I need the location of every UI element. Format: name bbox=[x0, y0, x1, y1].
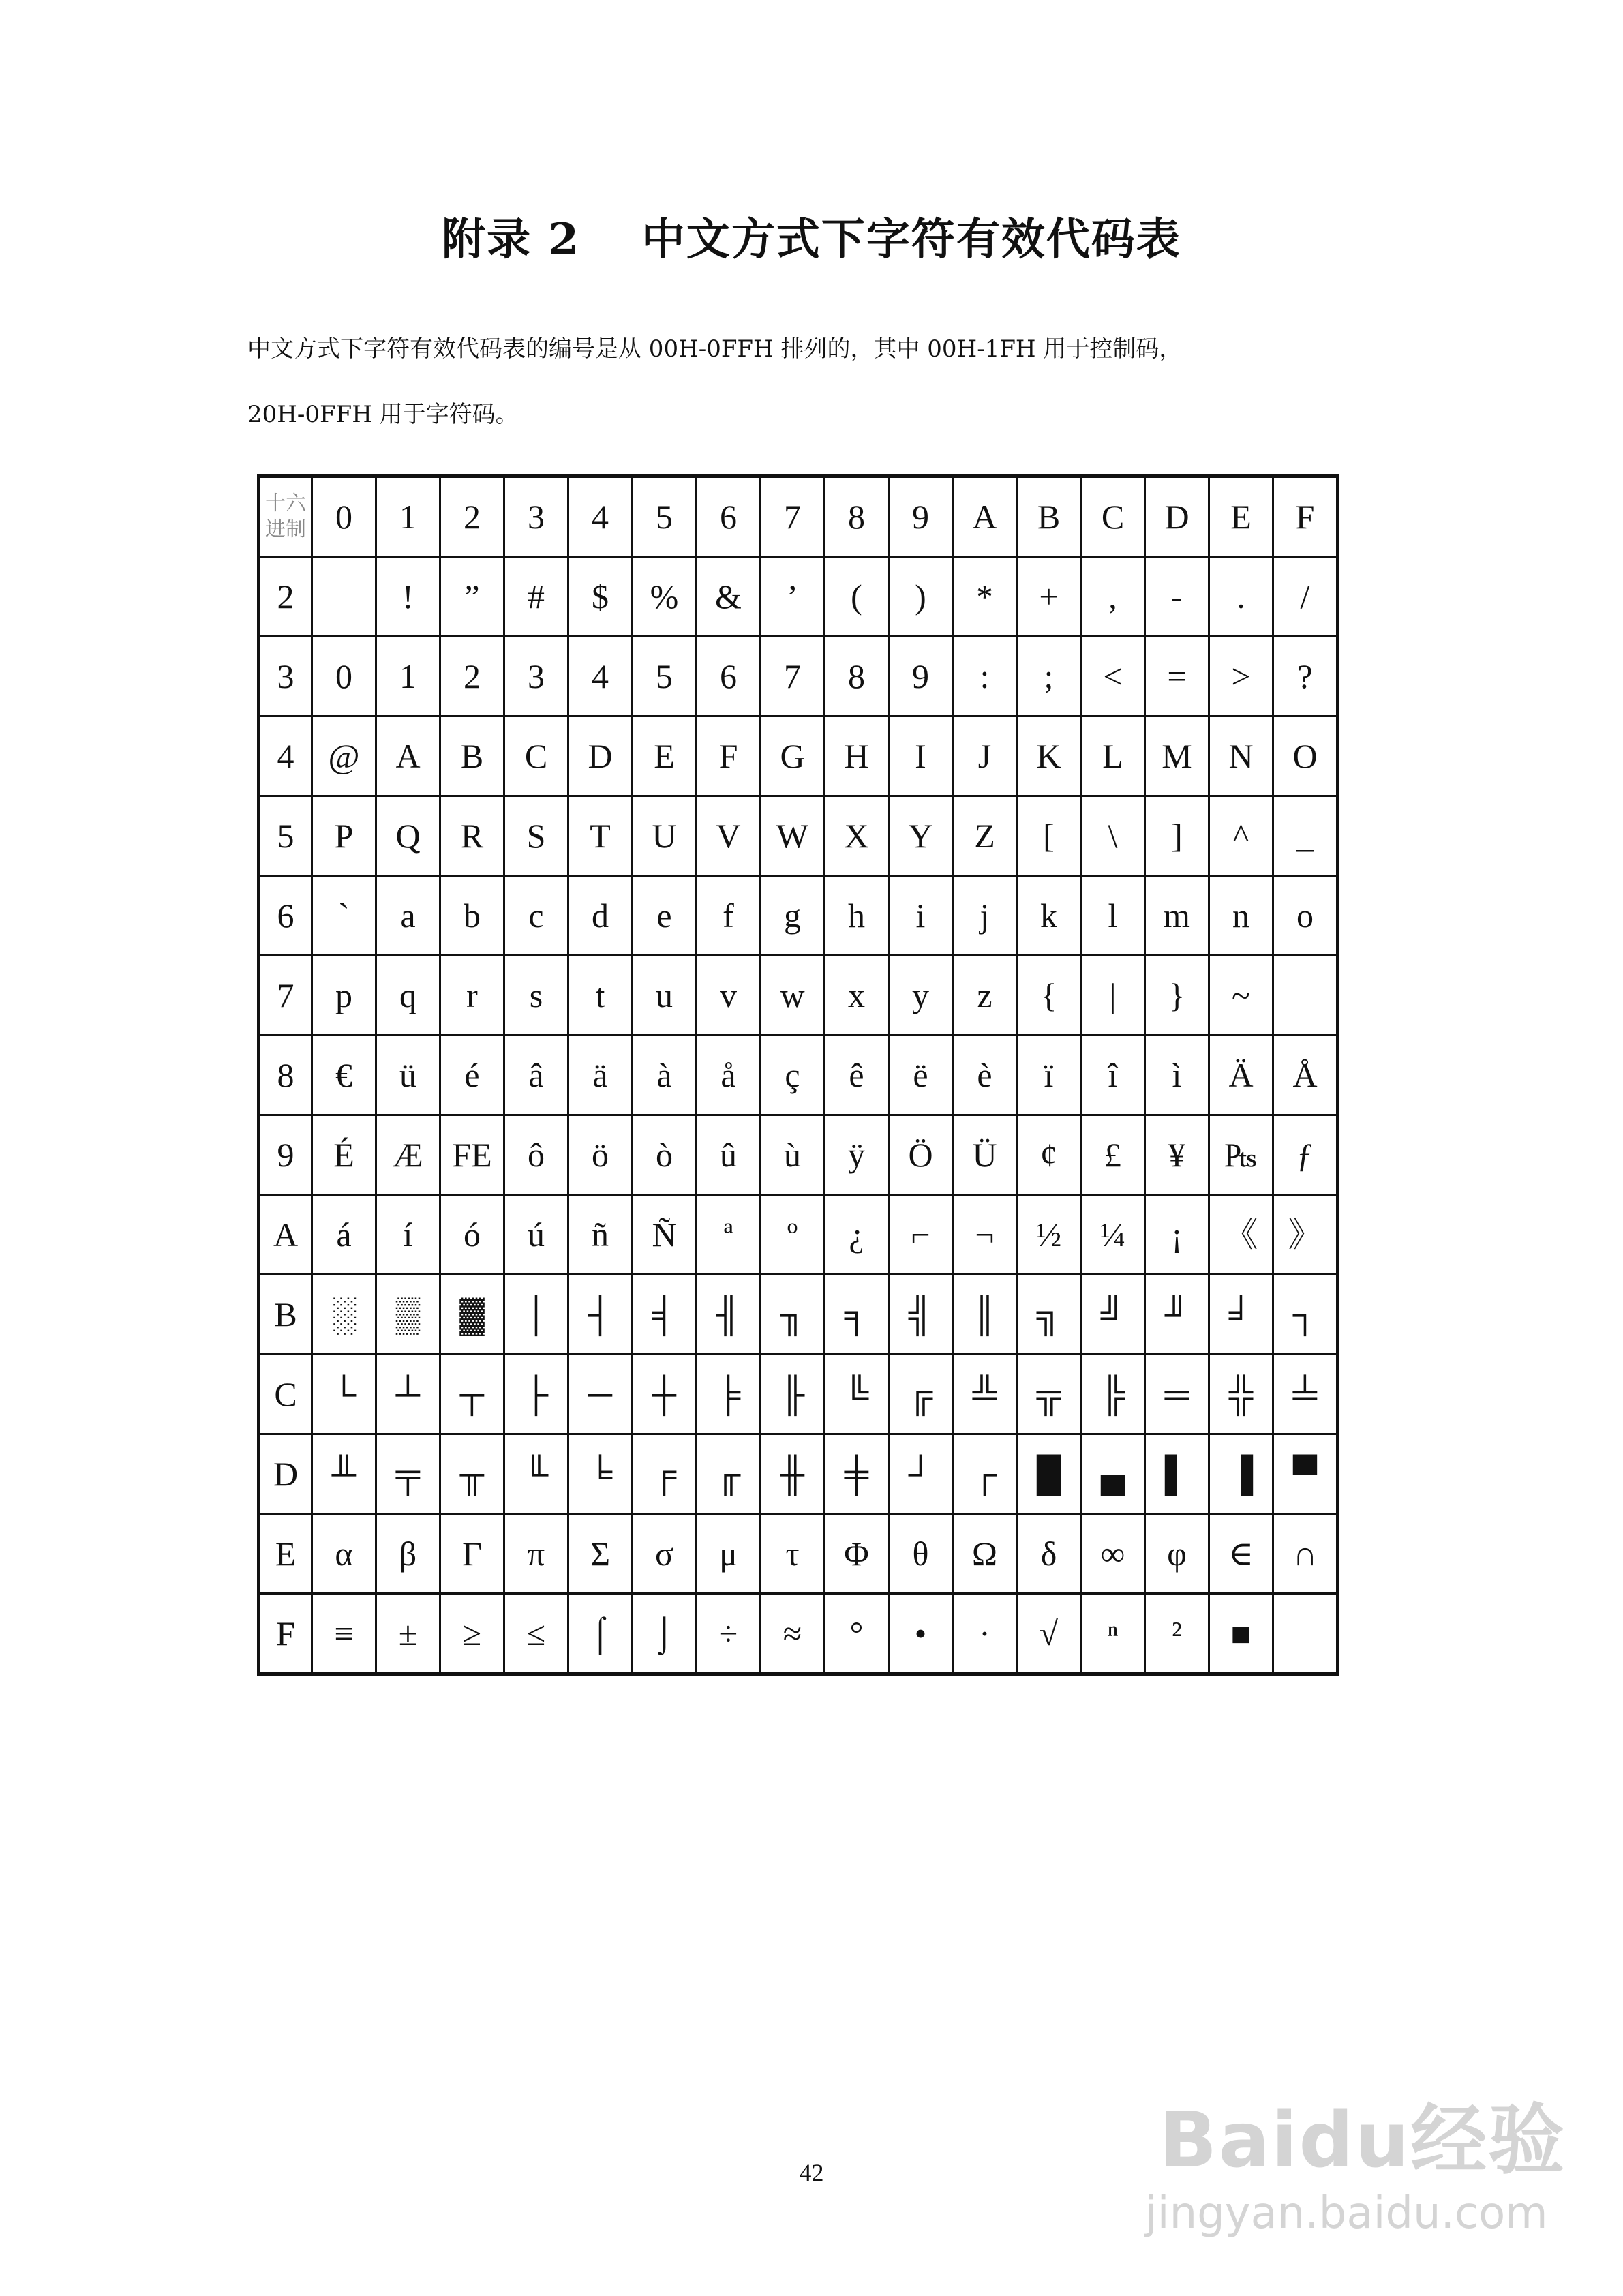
code-cell: • bbox=[889, 1594, 953, 1674]
code-cell: Ä bbox=[1209, 1036, 1273, 1115]
code-cell: F bbox=[697, 716, 761, 796]
code-cell: ╖ bbox=[761, 1275, 825, 1355]
code-cell: ■ bbox=[1209, 1594, 1273, 1674]
code-cell: V bbox=[697, 796, 761, 876]
code-cell: å bbox=[697, 1036, 761, 1115]
code-cell: ╝ bbox=[1081, 1275, 1145, 1355]
code-cell: Q bbox=[376, 796, 440, 876]
code-cell: î bbox=[1081, 1036, 1145, 1115]
code-cell: ² bbox=[1145, 1594, 1209, 1674]
code-cell: ╟ bbox=[761, 1355, 825, 1434]
code-cell: ! bbox=[376, 557, 440, 637]
appendix-label: 附录 2 bbox=[442, 214, 580, 265]
code-cell: ⌡ bbox=[633, 1594, 697, 1674]
code-cell: - bbox=[1145, 557, 1209, 637]
code-cell: 5 bbox=[633, 637, 697, 716]
code-cell: ═ bbox=[1145, 1355, 1209, 1434]
code-cell: W bbox=[761, 796, 825, 876]
code-cell: █ bbox=[1017, 1434, 1081, 1514]
table-row bbox=[259, 796, 1338, 876]
table-row bbox=[259, 1434, 1338, 1514]
column-header: 9 bbox=[889, 477, 953, 557]
code-cell: ≤ bbox=[504, 1594, 568, 1674]
code-cell: K bbox=[1017, 716, 1081, 796]
row-hex-label: 6 bbox=[259, 876, 312, 956]
code-cell: ▓ bbox=[440, 1275, 504, 1355]
code-cell: ─ bbox=[568, 1355, 633, 1434]
table-row bbox=[259, 716, 1338, 796]
code-cell: 2 bbox=[440, 637, 504, 716]
code-cell: τ bbox=[761, 1514, 825, 1594]
code-cell bbox=[1273, 1594, 1338, 1674]
code-cell: i bbox=[889, 876, 953, 956]
code-cell: n bbox=[1209, 876, 1273, 956]
code-cell: $ bbox=[568, 557, 633, 637]
code-cell: ▒ bbox=[376, 1275, 440, 1355]
code-cell: ¬ bbox=[953, 1195, 1017, 1275]
code-cell: ╙ bbox=[504, 1434, 568, 1514]
code-cell: ö bbox=[568, 1115, 633, 1195]
code-cell: ½ bbox=[1017, 1195, 1081, 1275]
header-row bbox=[259, 477, 1338, 557]
code-cell: . bbox=[1209, 557, 1273, 637]
column-header: A bbox=[953, 477, 1017, 557]
table-row bbox=[259, 1514, 1338, 1594]
code-cell: ╬ bbox=[1209, 1355, 1273, 1434]
code-cell: L bbox=[1081, 716, 1145, 796]
code-cell: ╞ bbox=[697, 1355, 761, 1434]
code-cell: X bbox=[825, 796, 889, 876]
code-cell: 《 bbox=[1209, 1195, 1273, 1275]
code-cell: ┬ bbox=[440, 1355, 504, 1434]
code-cell: ò bbox=[633, 1115, 697, 1195]
column-header: B bbox=[1017, 477, 1081, 557]
code-cell: ⌐ bbox=[889, 1195, 953, 1275]
code-cell: P bbox=[312, 796, 376, 876]
code-cell: 6 bbox=[697, 637, 761, 716]
code-cell: C bbox=[504, 716, 568, 796]
code-cell: O bbox=[1273, 716, 1338, 796]
code-cell: _ bbox=[1273, 796, 1338, 876]
table-row bbox=[259, 637, 1338, 716]
code-cell: ≥ bbox=[440, 1594, 504, 1674]
code-cell: ∩ bbox=[1273, 1514, 1338, 1594]
code-cell: H bbox=[825, 716, 889, 796]
code-cell: ╩ bbox=[953, 1355, 1017, 1434]
code-cell: g bbox=[761, 876, 825, 956]
row-hex-label: E bbox=[259, 1514, 312, 1594]
intro-line-1: 中文方式下字符有效代码表的编号是从 00H-0FFH 排列的，其中 00H-1FH 用于控制码， bbox=[247, 335, 1183, 363]
code-cell: U bbox=[633, 796, 697, 876]
code-cell: Γ bbox=[440, 1514, 504, 1594]
code-cell: ç bbox=[761, 1036, 825, 1115]
code-cell: ⌠ bbox=[568, 1594, 633, 1674]
code-cell: \ bbox=[1081, 796, 1145, 876]
code-cell: [ bbox=[1017, 796, 1081, 876]
code-cell: : bbox=[953, 637, 1017, 716]
code-cell: · bbox=[953, 1594, 1017, 1674]
code-cell: ∈ bbox=[1209, 1514, 1273, 1594]
table-row bbox=[259, 956, 1338, 1036]
page-title bbox=[0, 205, 1623, 267]
code-cell: Z bbox=[953, 796, 1017, 876]
code-cell: ƒ bbox=[1273, 1115, 1338, 1195]
code-cell: ÷ bbox=[697, 1594, 761, 1674]
watermark-url: jingyan.baidu.com bbox=[1145, 2188, 1548, 2239]
code-cell: = bbox=[1145, 637, 1209, 716]
code-cell: Φ bbox=[825, 1514, 889, 1594]
code-cell: ë bbox=[889, 1036, 953, 1115]
code-cell: è bbox=[953, 1036, 1017, 1115]
code-cell: { bbox=[1017, 956, 1081, 1036]
code-cell: Ω bbox=[953, 1514, 1017, 1594]
code-cell: £ bbox=[1081, 1115, 1145, 1195]
code-cell: r bbox=[440, 956, 504, 1036]
code-cell: ╫ bbox=[761, 1434, 825, 1514]
title-text: 中文方式下字符有效代码表 bbox=[641, 214, 1181, 265]
code-cell: ╕ bbox=[825, 1275, 889, 1355]
code-cell: E bbox=[633, 716, 697, 796]
code-cell: S bbox=[504, 796, 568, 876]
row-hex-label: 7 bbox=[259, 956, 312, 1036]
code-cell: 0 bbox=[312, 637, 376, 716]
code-cell: v bbox=[697, 956, 761, 1036]
code-cell: φ bbox=[1145, 1514, 1209, 1594]
code-cell: ├ bbox=[504, 1355, 568, 1434]
table-row bbox=[259, 1115, 1338, 1195]
code-cell: T bbox=[568, 796, 633, 876]
code-cell: ” bbox=[440, 557, 504, 637]
code-cell: ∞ bbox=[1081, 1514, 1145, 1594]
column-header: C bbox=[1081, 477, 1145, 557]
code-cell: * bbox=[953, 557, 1017, 637]
code-cell: á bbox=[312, 1195, 376, 1275]
code-cell: ╤ bbox=[376, 1434, 440, 1514]
code-cell: ╥ bbox=[440, 1434, 504, 1514]
code-cell: d bbox=[568, 876, 633, 956]
table-row bbox=[259, 1275, 1338, 1355]
code-cell: l bbox=[1081, 876, 1145, 956]
code-cell: ] bbox=[1145, 796, 1209, 876]
code-cell: w bbox=[761, 956, 825, 1036]
code-cell: ┌ bbox=[953, 1434, 1017, 1514]
code-cell: , bbox=[1081, 557, 1145, 637]
code-cell: o bbox=[1273, 876, 1338, 956]
code-cell: b bbox=[440, 876, 504, 956]
code-cell: + bbox=[1017, 557, 1081, 637]
row-hex-label: C bbox=[259, 1355, 312, 1434]
code-cell: ) bbox=[889, 557, 953, 637]
code-cell: û bbox=[697, 1115, 761, 1195]
code-cell: J bbox=[953, 716, 1017, 796]
code-cell: ’ bbox=[761, 557, 825, 637]
code-cell: ä bbox=[568, 1036, 633, 1115]
code-cell: ╢ bbox=[697, 1275, 761, 1355]
code-cell: @ bbox=[312, 716, 376, 796]
code-cell: ê bbox=[825, 1036, 889, 1115]
code-cell: ° bbox=[825, 1594, 889, 1674]
code-cell: # bbox=[504, 557, 568, 637]
row-hex-label: B bbox=[259, 1275, 312, 1355]
code-cell: é bbox=[440, 1036, 504, 1115]
code-table bbox=[257, 474, 1339, 1676]
code-cell: Ö bbox=[889, 1115, 953, 1195]
table-row bbox=[259, 1355, 1338, 1434]
code-cell: ô bbox=[504, 1115, 568, 1195]
code-cell: Å bbox=[1273, 1036, 1338, 1115]
code-cell: z bbox=[953, 956, 1017, 1036]
code-cell: y bbox=[889, 956, 953, 1036]
code-cell: ` bbox=[312, 876, 376, 956]
column-header: 6 bbox=[697, 477, 761, 557]
code-cell: Σ bbox=[568, 1514, 633, 1594]
code-cell: β bbox=[376, 1514, 440, 1594]
code-cell: ÿ bbox=[825, 1115, 889, 1195]
column-header: 2 bbox=[440, 477, 504, 557]
code-cell: δ bbox=[1017, 1514, 1081, 1594]
code-cell: ╨ bbox=[312, 1434, 376, 1514]
column-header: 8 bbox=[825, 477, 889, 557]
code-cell: 4 bbox=[568, 637, 633, 716]
code-cell: ≈ bbox=[761, 1594, 825, 1674]
column-header: D bbox=[1145, 477, 1209, 557]
code-cell: A bbox=[376, 716, 440, 796]
code-cell: Æ bbox=[376, 1115, 440, 1195]
code-cell: Ñ bbox=[633, 1195, 697, 1275]
code-cell: ~ bbox=[1209, 956, 1273, 1036]
code-cell: à bbox=[633, 1036, 697, 1115]
code-cell: q bbox=[376, 956, 440, 1036]
code-cell: ╛ bbox=[1209, 1275, 1273, 1355]
code-cell: 1 bbox=[376, 637, 440, 716]
code-cell bbox=[1273, 956, 1338, 1036]
code-cell: ▐ bbox=[1209, 1434, 1273, 1514]
column-header: 1 bbox=[376, 477, 440, 557]
code-cell: 》 bbox=[1273, 1195, 1338, 1275]
code-cell: e bbox=[633, 876, 697, 956]
code-cell: ┼ bbox=[633, 1355, 697, 1434]
row-hex-label: F bbox=[259, 1594, 312, 1674]
code-cell: └ bbox=[312, 1355, 376, 1434]
code-cell: B bbox=[440, 716, 504, 796]
code-cell: │ bbox=[504, 1275, 568, 1355]
code-cell: μ bbox=[697, 1514, 761, 1594]
code-cell: ^ bbox=[1209, 796, 1273, 876]
code-cell: ª bbox=[697, 1195, 761, 1275]
code-cell: j bbox=[953, 876, 1017, 956]
code-cell: ? bbox=[1273, 637, 1338, 716]
column-header: 0 bbox=[312, 477, 376, 557]
row-hex-label: 9 bbox=[259, 1115, 312, 1195]
code-cell: ╒ bbox=[633, 1434, 697, 1514]
code-cell: 3 bbox=[504, 637, 568, 716]
code-cell: f bbox=[697, 876, 761, 956]
code-cell: ¡ bbox=[1145, 1195, 1209, 1275]
code-cell: π bbox=[504, 1514, 568, 1594]
code-cell: ┤ bbox=[568, 1275, 633, 1355]
code-cell: ░ bbox=[312, 1275, 376, 1355]
code-cell: u bbox=[633, 956, 697, 1036]
code-cell: ó bbox=[440, 1195, 504, 1275]
code-cell: ( bbox=[825, 557, 889, 637]
code-cell: s bbox=[504, 956, 568, 1036]
code-cell: ▌ bbox=[1145, 1434, 1209, 1514]
code-cell: ≡ bbox=[312, 1594, 376, 1674]
table-row bbox=[259, 557, 1338, 637]
table-row bbox=[259, 1195, 1338, 1275]
code-cell: 7 bbox=[761, 637, 825, 716]
code-cell: & bbox=[697, 557, 761, 637]
code-cell: ¿ bbox=[825, 1195, 889, 1275]
code-cell: c bbox=[504, 876, 568, 956]
intro-line-2: 20H-0FFH 用于字符码。 bbox=[247, 401, 519, 428]
code-cell: ┘ bbox=[889, 1434, 953, 1514]
code-cell: √ bbox=[1017, 1594, 1081, 1674]
code-cell: ╔ bbox=[889, 1355, 953, 1434]
code-cell: € bbox=[312, 1036, 376, 1115]
code-cell: ì bbox=[1145, 1036, 1209, 1115]
column-header: 3 bbox=[504, 477, 568, 557]
code-cell: N bbox=[1209, 716, 1273, 796]
row-hex-label: 8 bbox=[259, 1036, 312, 1115]
code-cell: > bbox=[1209, 637, 1273, 716]
code-cell: ï bbox=[1017, 1036, 1081, 1115]
code-cell: ₧ bbox=[1209, 1115, 1273, 1195]
code-cell: ╓ bbox=[697, 1434, 761, 1514]
row-hex-label: 5 bbox=[259, 796, 312, 876]
code-cell: ╜ bbox=[1145, 1275, 1209, 1355]
code-cell: É bbox=[312, 1115, 376, 1195]
code-cell: Ü bbox=[953, 1115, 1017, 1195]
code-cell: / bbox=[1273, 557, 1338, 637]
code-cell: 8 bbox=[825, 637, 889, 716]
code-cell: ╧ bbox=[1273, 1355, 1338, 1434]
code-cell: ñ bbox=[568, 1195, 633, 1275]
watermark-logo: Baidu经验 bbox=[1159, 2096, 1566, 2185]
code-cell: ; bbox=[1017, 637, 1081, 716]
code-cell: ¼ bbox=[1081, 1195, 1145, 1275]
code-cell: Y bbox=[889, 796, 953, 876]
code-cell: º bbox=[761, 1195, 825, 1275]
code-cell: ú bbox=[504, 1195, 568, 1275]
row-hex-label: 4 bbox=[259, 716, 312, 796]
code-cell: ╗ bbox=[1017, 1275, 1081, 1355]
code-cell: < bbox=[1081, 637, 1145, 716]
code-cell: ╦ bbox=[1017, 1355, 1081, 1434]
code-cell: ╪ bbox=[825, 1434, 889, 1514]
code-cell: ü bbox=[376, 1036, 440, 1115]
code-cell: ╘ bbox=[568, 1434, 633, 1514]
code-cell: ┴ bbox=[376, 1355, 440, 1434]
code-cell: ┐ bbox=[1273, 1275, 1338, 1355]
code-cell: ⁿ bbox=[1081, 1594, 1145, 1674]
code-cell: D bbox=[568, 716, 633, 796]
code-cell: σ bbox=[633, 1514, 697, 1594]
code-cell: α bbox=[312, 1514, 376, 1594]
column-header: E bbox=[1209, 477, 1273, 557]
code-cell: ¢ bbox=[1017, 1115, 1081, 1195]
code-cell: % bbox=[633, 557, 697, 637]
row-hex-label: A bbox=[259, 1195, 312, 1275]
code-cell: ╡ bbox=[633, 1275, 697, 1355]
corner-header bbox=[259, 477, 312, 557]
row-hex-label: 2 bbox=[259, 557, 312, 637]
code-cell: â bbox=[504, 1036, 568, 1115]
code-cell: ù bbox=[761, 1115, 825, 1195]
code-cell: ¥ bbox=[1145, 1115, 1209, 1195]
code-cell: ╠ bbox=[1081, 1355, 1145, 1434]
code-cell: } bbox=[1145, 956, 1209, 1036]
code-cell: I bbox=[889, 716, 953, 796]
code-cell: k bbox=[1017, 876, 1081, 956]
table-row bbox=[259, 1594, 1338, 1674]
row-hex-label: D bbox=[259, 1434, 312, 1514]
code-cell: R bbox=[440, 796, 504, 876]
row-hex-label: 3 bbox=[259, 637, 312, 716]
code-cell: m bbox=[1145, 876, 1209, 956]
table-row bbox=[259, 876, 1338, 956]
corner-top: 十六 bbox=[265, 492, 306, 515]
code-cell: h bbox=[825, 876, 889, 956]
code-cell bbox=[312, 557, 376, 637]
code-cell: ▄ bbox=[1081, 1434, 1145, 1514]
column-header: 5 bbox=[633, 477, 697, 557]
page-number: 42 bbox=[799, 2159, 824, 2186]
column-header: 4 bbox=[568, 477, 633, 557]
code-cell: 9 bbox=[889, 637, 953, 716]
code-cell: ╣ bbox=[889, 1275, 953, 1355]
code-cell: θ bbox=[889, 1514, 953, 1594]
code-cell: | bbox=[1081, 956, 1145, 1036]
table-row bbox=[259, 1036, 1338, 1115]
column-header: 7 bbox=[761, 477, 825, 557]
code-cell: x bbox=[825, 956, 889, 1036]
code-cell: G bbox=[761, 716, 825, 796]
code-cell: ║ bbox=[953, 1275, 1017, 1355]
code-cell: í bbox=[376, 1195, 440, 1275]
column-header: F bbox=[1273, 477, 1338, 557]
corner-bottom: 进制 bbox=[265, 518, 306, 541]
code-cell: ± bbox=[376, 1594, 440, 1674]
code-cell: a bbox=[376, 876, 440, 956]
code-cell: ▀ bbox=[1273, 1434, 1338, 1514]
code-cell: t bbox=[568, 956, 633, 1036]
code-cell: FE bbox=[440, 1115, 504, 1195]
code-cell: ╚ bbox=[825, 1355, 889, 1434]
code-cell: p bbox=[312, 956, 376, 1036]
code-cell: M bbox=[1145, 716, 1209, 796]
